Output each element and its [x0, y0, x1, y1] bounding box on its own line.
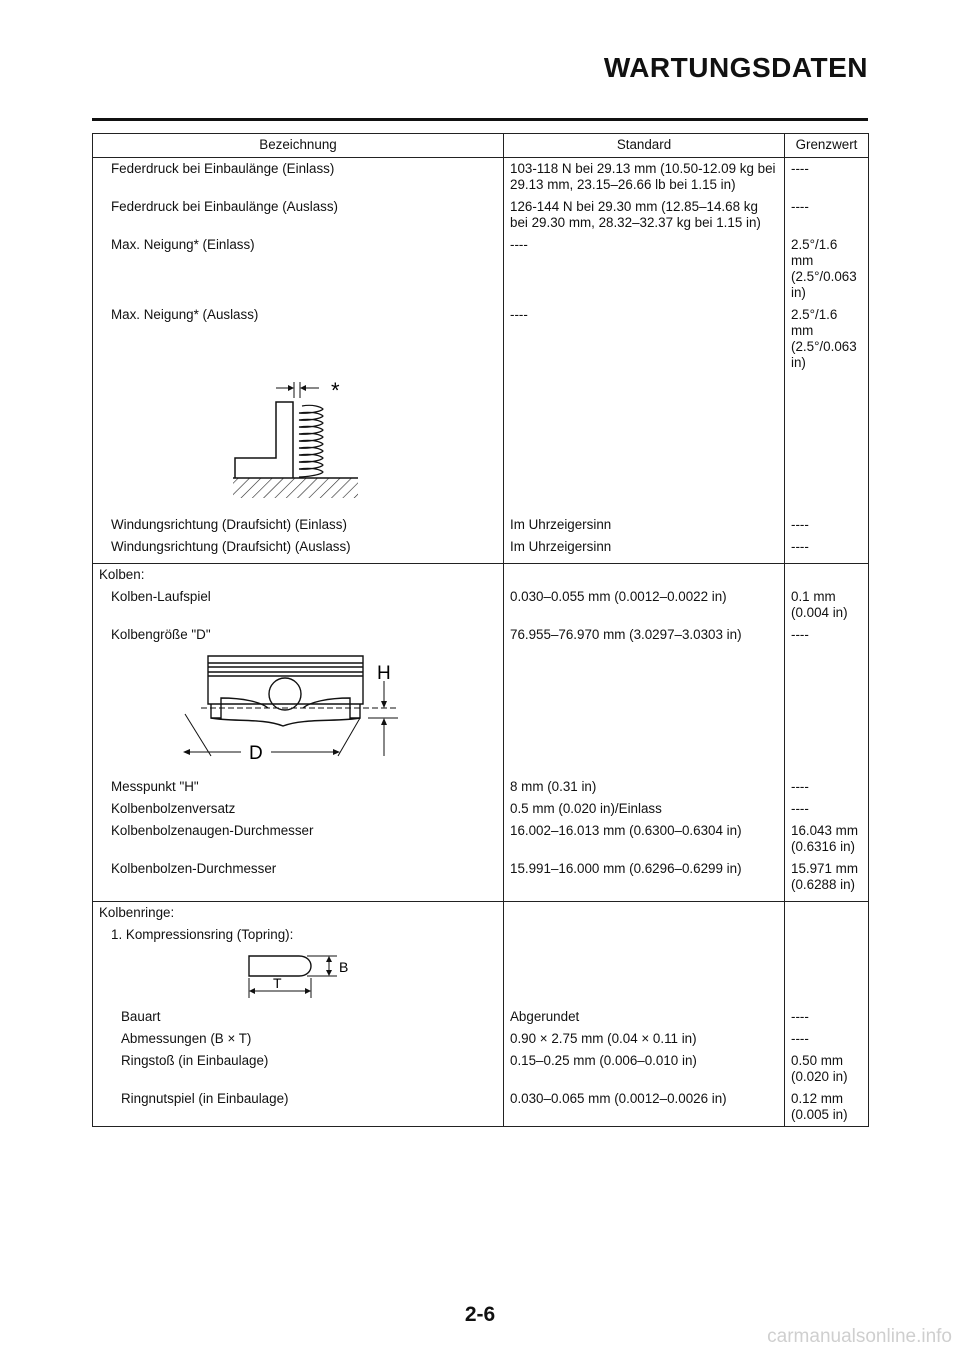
b-arrowhead-bottom [326, 970, 332, 976]
spec-limit: 0.1 mm (0.004 in) [785, 586, 869, 624]
column-header-limit: Grenzwert [785, 134, 869, 158]
spec-limit: 2.5°/1.6 mm (2.5°/0.063 in) [785, 304, 869, 374]
spec-name: Kolbengröße "D" [93, 624, 504, 646]
ring-cross-section [249, 956, 311, 976]
square-block [235, 402, 293, 478]
spec-name: Max. Neigung* (Einlass) [93, 234, 504, 304]
figure-row [93, 646, 869, 776]
spec-standard: 0.15–0.25 mm (0.006–0.010 in) [504, 1050, 785, 1088]
table-header-row [93, 134, 869, 158]
table-row [93, 586, 869, 624]
spec-name: Kolbenbolzenaugen-Durchmesser [93, 820, 504, 858]
d-label: D [249, 743, 263, 764]
spec-standard: 8 mm (0.31 in) [504, 776, 785, 798]
table-row [93, 1028, 869, 1050]
page-number: 2-6 [464, 1303, 496, 1326]
spec-standard: 0.90 × 2.75 mm (0.04 × 0.11 in) [504, 1028, 785, 1050]
ground-hatching [233, 478, 358, 498]
page-title: WARTUNGSDATEN [603, 52, 868, 83]
empty-cell [504, 564, 785, 587]
spec-standard: Abgerundet [504, 1006, 785, 1028]
spec-name: Ringstoß (in Einbaulage) [93, 1050, 504, 1088]
spec-standard: Im Uhrzeigersinn [504, 536, 785, 564]
t-arrowhead-left [249, 988, 255, 994]
spec-name: Max. Neigung* (Auslass) [93, 304, 504, 374]
empty-cell [504, 646, 785, 776]
spec-limit: ---- [785, 776, 869, 798]
rings-heading: Kolbenringe: [93, 902, 504, 925]
table-row [93, 624, 869, 646]
empty-cell [785, 902, 869, 925]
t-label: T [273, 975, 282, 991]
piston-outline [208, 656, 363, 726]
spec-name: Federdruck bei Einbaulänge (Einlass) [93, 158, 504, 197]
arrowhead-left [288, 385, 294, 391]
piston-heading: Kolben: [93, 564, 504, 587]
watermark: carmanualsonline.info [767, 1326, 952, 1347]
spec-limit: 15.971 mm (0.6288 in) [785, 858, 869, 902]
ring-profile-figure [93, 946, 469, 1002]
table-row [93, 1006, 869, 1028]
valve-spring-tilt-figure [93, 374, 469, 510]
spec-name: Ringnutspiel (in Einbaulage) [93, 1088, 504, 1127]
spring-figure-cell [93, 374, 504, 514]
table-row [93, 514, 869, 536]
spec-limit: 0.50 mm (0.020 in) [785, 1050, 869, 1088]
t-arrowhead-right [305, 988, 311, 994]
empty-cell [504, 924, 785, 946]
spec-standard: Im Uhrzeigersinn [504, 514, 785, 536]
spec-name: Federdruck bei Einbaulänge (Auslass) [93, 196, 504, 234]
h-arrowhead-top [381, 701, 387, 708]
spec-limit: ---- [785, 158, 869, 197]
spec-name: Kolbenbolzenversatz [93, 798, 504, 820]
spec-standard: 0.030–0.065 mm (0.0012–0.0026 in) [504, 1088, 785, 1127]
column-header-standard: Standard [504, 134, 785, 158]
specs-table [92, 133, 869, 1127]
empty-cell [504, 902, 785, 925]
spec-limit: ---- [785, 1006, 869, 1028]
empty-cell [785, 946, 869, 1006]
empty-cell [504, 946, 785, 1006]
empty-cell [785, 924, 869, 946]
spec-standard: 103-118 N bei 29.13 mm (10.50-12.09 kg bei 29.13 mm, 23.15–26.66 lb bei 1.15 in) [504, 158, 785, 197]
group-heading-row [93, 564, 869, 587]
coil-spring [299, 405, 323, 477]
spec-name: Bauart [93, 1006, 504, 1028]
table-row [93, 234, 869, 304]
figure-row [93, 946, 869, 1006]
spec-name: Windungsrichtung (Draufsicht) (Auslass) [93, 536, 504, 564]
b-arrowhead-top [326, 956, 332, 962]
column-header-designation: Bezeichnung [93, 134, 504, 158]
spec-standard: 126-144 N bei 29.30 mm (12.85–14.68 kg bei 29.30 mm, 28.32–32.37 kg bei 1.15 in) [504, 196, 785, 234]
table-row [93, 776, 869, 798]
spec-limit: ---- [785, 196, 869, 234]
spec-standard: 16.002–16.013 mm (0.6300–0.6304 in) [504, 820, 785, 858]
d-extension-right [338, 718, 360, 756]
arrowhead-right [300, 385, 306, 391]
group-heading-row [93, 902, 869, 925]
empty-cell [785, 646, 869, 776]
piston-measurement-figure [93, 646, 469, 772]
spec-standard: 15.991–16.000 mm (0.6296–0.6299 in) [504, 858, 785, 902]
spec-standard: 76.955–76.970 mm (3.0297–3.0303 in) [504, 624, 785, 646]
spec-limit: ---- [785, 1028, 869, 1050]
spec-name: Windungsrichtung (Draufsicht) (Einlass) [93, 514, 504, 536]
table-row [93, 1050, 869, 1088]
spec-limit: 0.12 mm (0.005 in) [785, 1088, 869, 1127]
empty-cell [785, 564, 869, 587]
spec-limit: ---- [785, 798, 869, 820]
table-row [93, 798, 869, 820]
spec-name: Messpunkt "H" [93, 776, 504, 798]
table-row [93, 1088, 869, 1127]
spec-name: Abmessungen (B × T) [93, 1028, 504, 1050]
b-label: B [339, 959, 349, 975]
spec-standard: ---- [504, 304, 785, 374]
table-row [93, 820, 869, 858]
title-divider [92, 118, 868, 121]
ring-subheading: 1. Kompressionsring (Topring): [93, 924, 504, 946]
spec-limit: ---- [785, 536, 869, 564]
table-row [93, 536, 869, 564]
spec-standard: 0.5 mm (0.020 in)/Einlass [504, 798, 785, 820]
spec-name: Kolben-Laufspiel [93, 586, 504, 624]
spec-standard: 0.030–0.055 mm (0.0012–0.0022 in) [504, 586, 785, 624]
spec-limit: ---- [785, 624, 869, 646]
figure-row [93, 374, 869, 514]
tilt-label: * [331, 378, 340, 403]
table-row [93, 304, 869, 374]
piston-figure-cell [93, 646, 504, 776]
spec-standard: ---- [504, 234, 785, 304]
spec-limit: 2.5°/1.6 mm (2.5°/0.063 in) [785, 234, 869, 304]
table-row [93, 158, 869, 197]
empty-cell [785, 374, 869, 514]
empty-cell [504, 374, 785, 514]
table-row [93, 196, 869, 234]
ring-figure-cell [93, 946, 504, 1006]
table-row [93, 858, 869, 902]
spec-limit: 16.043 mm (0.6316 in) [785, 820, 869, 858]
spec-limit: ---- [785, 514, 869, 536]
h-arrowhead-bottom [381, 718, 387, 725]
spec-name: Kolbenbolzen-Durchmesser [93, 858, 504, 902]
h-label: H [377, 663, 391, 684]
group-subheading-row [93, 924, 869, 946]
d-arrowhead-left [183, 749, 190, 755]
